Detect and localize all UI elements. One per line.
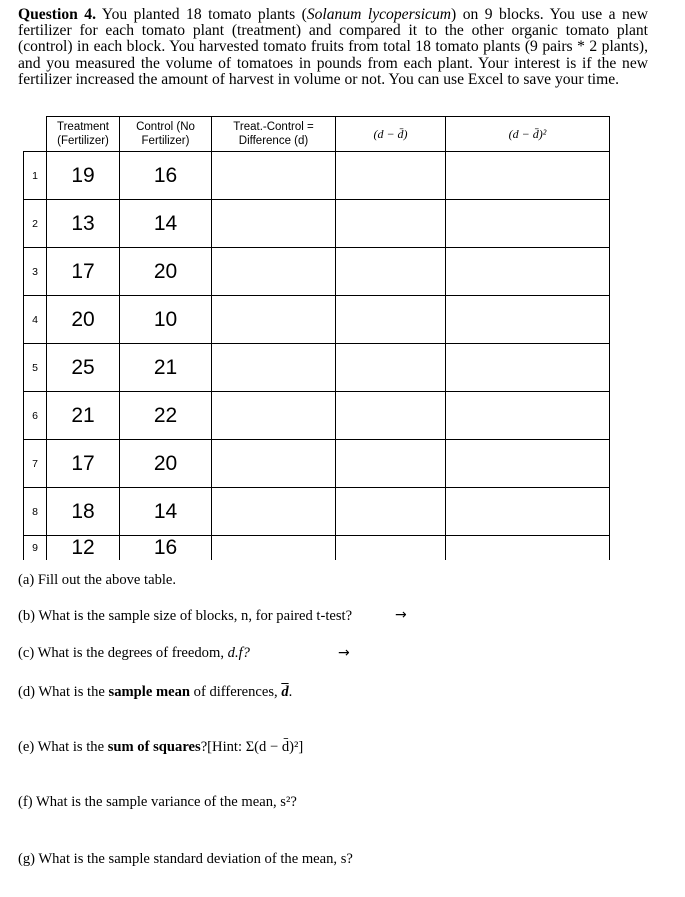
difference-cell [212,392,336,440]
control-value: 16 [120,536,212,561]
deviation-squared-cell [446,296,610,344]
difference-cell [212,248,336,296]
part-g: (g) What is the sample standard deviation of the mean, s? [18,851,353,867]
treatment-value: 13 [47,200,120,248]
data-table [23,116,610,560]
row-number: 2 [24,200,47,248]
treatment-value: 20 [47,296,120,344]
arrow-icon: → [395,607,407,623]
deviation-cell [336,344,446,392]
row-number: 1 [24,152,47,200]
deviation-cell [336,152,446,200]
row-number: 3 [24,248,47,296]
deviation-cell [336,248,446,296]
row-number: 8 [24,488,47,536]
part-c-df: d.f? [227,645,250,661]
part-d-end: . [288,684,293,700]
control-value: 14 [120,488,212,536]
row-number: 9 [24,536,47,561]
part-a: (a) Fill out the above table. [18,572,177,588]
difference-cell [212,152,336,200]
part-d-text-2: of differences, [190,684,282,700]
part-f: (f) What is the sample variance of the mean, s²? [18,794,297,810]
question-text [18,7,648,88]
header-difference: Treat.-Control = Difference (d) [212,117,336,152]
table-row [24,392,610,440]
control-value: 22 [120,392,212,440]
part-d-text: (d) What is the [18,684,109,700]
difference-cell [212,440,336,488]
deviation-cell [336,440,446,488]
table-row [24,488,610,536]
question-body-1: You planted 18 tomato plants ( [101,6,307,23]
treatment-value: 17 [47,248,120,296]
d-bar-symbol: $\overline{d}$ [281,684,289,700]
treatment-value: 12 [47,536,120,561]
row-number: 5 [24,344,47,392]
part-d-bold: sample mean [108,684,190,700]
difference-cell [212,200,336,248]
deviation-cell [336,200,446,248]
part-d [18,684,292,701]
deviation-squared-cell [446,536,610,561]
header-deviation: (d − d̄) [336,117,446,152]
table-header-row [24,117,610,152]
control-value: 20 [120,440,212,488]
deviation-squared-cell [446,488,610,536]
table-row [24,152,610,200]
control-value: 10 [120,296,212,344]
header-deviation-squared: (d − d̄)² [446,117,610,152]
part-e-text: (e) What is the [18,739,108,755]
deviation-cell [336,488,446,536]
control-value: 20 [120,248,212,296]
row-number: 4 [24,296,47,344]
deviation-squared-cell [446,200,610,248]
row-number: 7 [24,440,47,488]
header-treatment: Treatment (Fertilizer) [47,117,120,152]
header-control: Control (No Fertilizer) [120,117,212,152]
difference-cell [212,488,336,536]
part-b: (b) What is the sample size of blocks, n, for paired t-test? [18,608,353,624]
deviation-cell [336,536,446,561]
part-e-hint: ?[Hint: Σ(d − d̄)²] [200,739,304,755]
row-number: 6 [24,392,47,440]
header-blank [24,117,47,152]
treatment-value: 18 [47,488,120,536]
table-row [24,296,610,344]
table-row [24,248,610,296]
deviation-squared-cell [446,392,610,440]
deviation-cell [336,296,446,344]
table-row [24,440,610,488]
question-body-2: ) on 9 blocks. You use a new fertilizer for each tomato plant (treatment) and compared it to the other organic tomato plant (control) in each block. You harvested tomato fruits from total 18 tomato plants (9 pairs * 2 plants), and you measured the volume of tomatoes in pounds from each plant. Your interest is if the new fertilizer increased the amount of harvest in volume or not. You can use Excel to save your time. [18,6,648,88]
table-row [24,200,610,248]
difference-cell [212,344,336,392]
deviation-squared-cell [446,440,610,488]
species-name: Solanum lycopersicum [306,6,452,23]
table-row [24,344,610,392]
part-c [18,645,250,662]
deviation-squared-cell [446,344,610,392]
treatment-value: 19 [47,152,120,200]
control-value: 21 [120,344,212,392]
control-value: 14 [120,200,212,248]
deviation-squared-cell [446,152,610,200]
table-row [24,536,610,561]
deviation-cell [336,392,446,440]
difference-cell [212,536,336,561]
question-label: Question 4. [18,6,96,23]
part-e [18,739,303,756]
deviation-squared-cell [446,248,610,296]
treatment-value: 21 [47,392,120,440]
treatment-value: 25 [47,344,120,392]
part-e-bold: sum of squares [107,739,201,755]
part-c-text: (c) What is the degrees of freedom, [18,645,228,661]
arrow-icon: → [338,645,350,661]
control-value: 16 [120,152,212,200]
treatment-value: 17 [47,440,120,488]
difference-cell [212,296,336,344]
